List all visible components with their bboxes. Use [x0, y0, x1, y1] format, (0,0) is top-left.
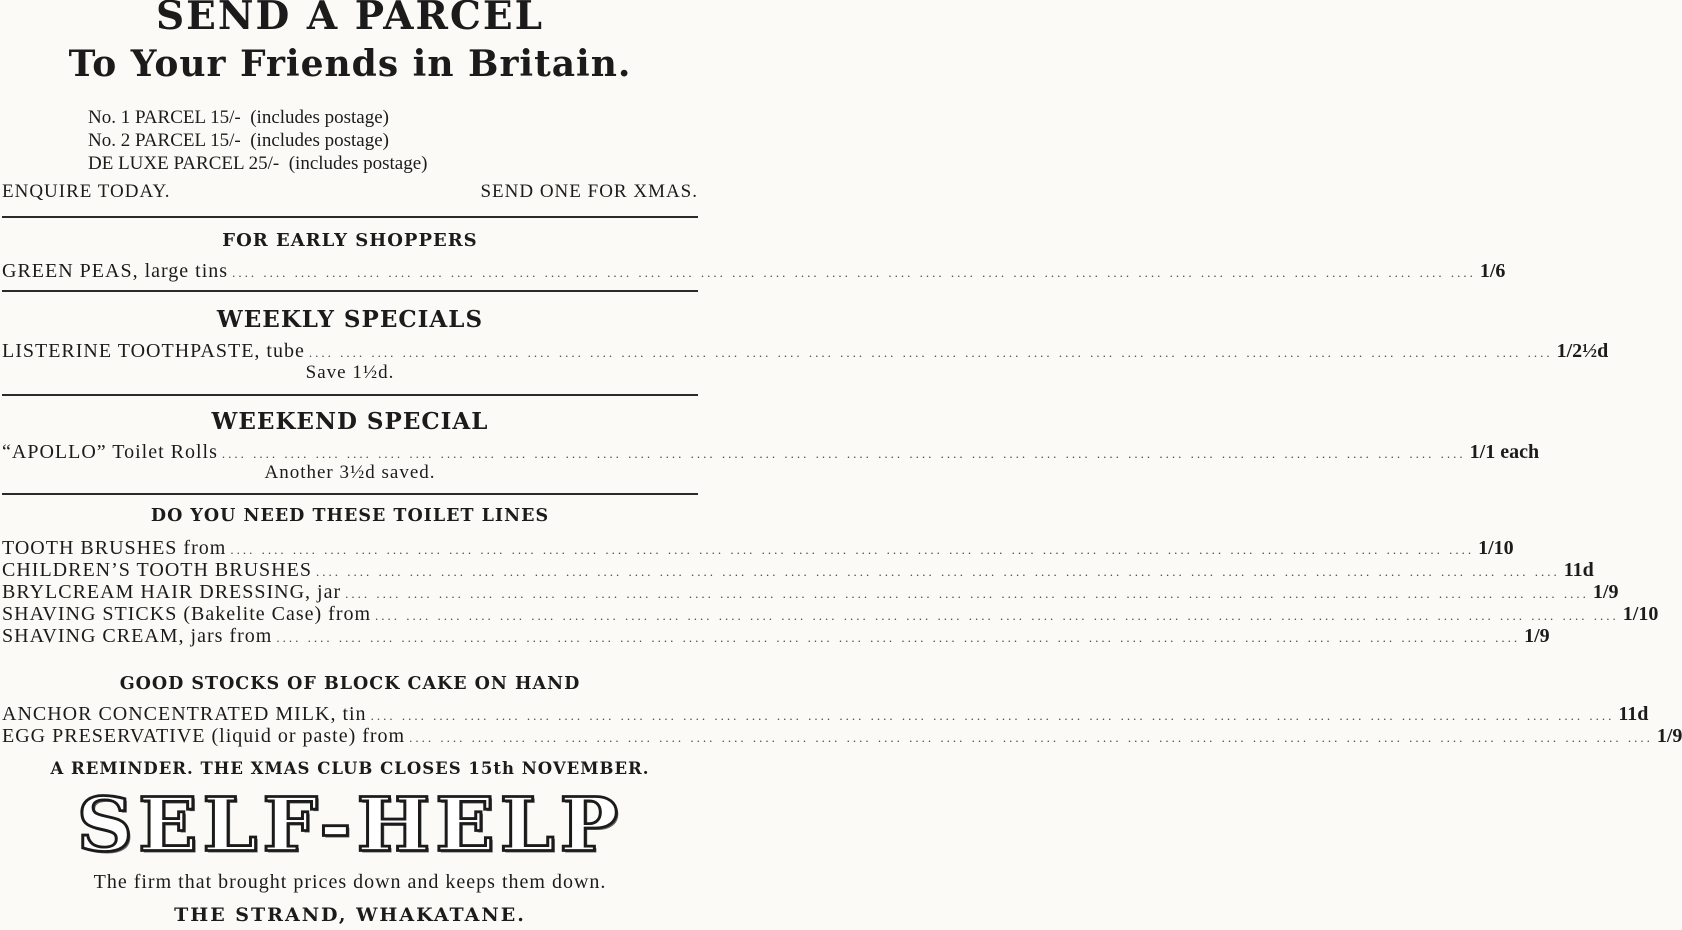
self-help-logo: SELF-HELP: [76, 782, 624, 869]
divider: [2, 394, 698, 396]
parcel-line: DE LUXE PARCEL 25/- (includes postage): [88, 153, 428, 174]
price-row: [2, 703, 1649, 727]
dot-leader: .... .... .... .... .... .... .... .... .... .... .... .... .... .... .... .... .... .... .... .... .... .... .... .... .... .... .... .... .... .... .... .... .... .... .... .... .... .... .... ....: [370, 708, 1615, 723]
send-for-xmas: SEND ONE FOR XMAS.: [480, 181, 698, 202]
price-row: [2, 340, 1609, 364]
tagline: The firm that brought prices down and keeps them down.: [93, 871, 607, 893]
item-name: SHAVING CREAM, jars from: [2, 625, 273, 647]
item-name: EGG PRESERVATIVE (liquid or paste) from: [2, 725, 406, 747]
item-price: 11d: [1563, 559, 1594, 581]
dot-leader: .... .... .... .... .... .... .... .... .... .... .... .... .... .... .... .... .... .... .... .... .... .... .... .... .... .... .... .... .... .... .... .... .... .... .... .... .... .... .... ....: [308, 345, 1553, 360]
section-heading-toilet-lines: DO YOU NEED THESE TOILET LINES: [150, 506, 550, 526]
item-price: 1/9: [1656, 725, 1682, 747]
item-price: 11d: [1618, 703, 1649, 725]
item-price: 1/6: [1479, 260, 1506, 282]
item-name: “APOLLO” Toilet Rolls: [2, 441, 218, 463]
price-row: [2, 581, 1619, 605]
item-name: TOOTH BRUSHES from: [2, 537, 227, 559]
item-name: GREEN PEAS, large tins: [2, 260, 229, 282]
item-name: ANCHOR CONCENTRATED MILK, tin: [2, 703, 367, 725]
section-heading-weekly-specials: WEEKLY SPECIALS: [216, 306, 484, 333]
dot-leader: .... .... .... .... .... .... .... .... .... .... .... .... .... .... .... .... .... .... .... .... .... .... .... .... .... .... .... .... .... .... .... .... .... .... .... .... .... .... .... ....: [375, 608, 1619, 623]
item-price: 1/9: [1592, 581, 1619, 603]
parcel-line: No. 2 PARCEL 15/- (includes postage): [88, 130, 389, 151]
dot-leader: .... .... .... .... .... .... .... .... .... .... .... .... .... .... .... .... .... .... .... .... .... .... .... .... .... .... .... .... .... .... .... .... .... .... .... .... .... .... .... ....: [315, 564, 1560, 579]
parcel-list: [88, 106, 428, 175]
dot-leader: .... .... .... .... .... .... .... .... .... .... .... .... .... .... .... .... .... .... .... .... .... .... .... .... .... .... .... .... .... .... .... .... .... .... .... .... .... .... .... ....: [221, 446, 1466, 461]
weekend-saving-note: Another 3½d saved.: [264, 462, 436, 483]
item-price: 1/2½d: [1556, 340, 1609, 362]
store-address: THE STRAND, WHAKATANE.: [174, 904, 526, 926]
price-row: [2, 559, 1594, 583]
item-name: BRYLCREAM HAIR DRESSING, jar: [2, 581, 342, 603]
price-row: [2, 725, 1682, 749]
enquire-today: ENQUIRE TODAY.: [2, 181, 171, 202]
price-row: [2, 603, 1659, 627]
divider: [2, 290, 698, 292]
item-price: 1/9: [1524, 625, 1550, 647]
dot-leader: .... .... .... .... .... .... .... .... .... .... .... .... .... .... .... .... .... .... .... .... .... .... .... .... .... .... .... .... .... .... .... .... .... .... .... .... .... .... .... ....: [409, 730, 1653, 745]
price-row: [2, 625, 1550, 649]
item-name: CHILDREN’S TOOTH BRUSHES: [2, 559, 312, 581]
item-price: 1/10: [1478, 537, 1514, 559]
dot-leader: .... .... .... .... .... .... .... .... .... .... .... .... .... .... .... .... .... .... .... .... .... .... .... .... .... .... .... .... .... .... .... .... .... .... .... .... .... .... .... ....: [230, 542, 1475, 557]
parcel-line: No. 1 PARCEL 15/- (includes postage): [88, 107, 389, 128]
xmas-club-reminder: A REMINDER. THE XMAS CLUB CLOSES 15th NOVEMBER.: [50, 759, 650, 778]
dot-leader: .... .... .... .... .... .... .... .... .... .... .... .... .... .... .... .... .... .... .... .... .... .... .... .... .... .... .... .... .... .... .... .... .... .... .... .... .... .... .... ....: [276, 630, 1521, 645]
item-name: SHAVING STICKS (Bakelite Case) from: [2, 603, 372, 625]
headline-send-parcel: SEND A PARCEL: [155, 0, 545, 39]
divider: [2, 216, 698, 218]
item-price: 1/10: [1622, 603, 1659, 625]
dot-leader: .... .... .... .... .... .... .... .... .... .... .... .... .... .... .... .... .... .... .... .... .... .... .... .... .... .... .... .... .... .... .... .... .... .... .... .... .... .... .... ....: [345, 586, 1589, 601]
price-row: [2, 260, 1506, 284]
dot-leader: .... .... .... .... .... .... .... .... .... .... .... .... .... .... .... .... .... .... .... .... .... .... .... .... .... .... .... .... .... .... .... .... .... .... .... .... .... .... .... ....: [232, 265, 1476, 280]
headline-friends-britain: To Your Friends in Britain.: [68, 43, 632, 85]
item-price: 1/1 each: [1469, 441, 1540, 463]
section-heading-early-shoppers: FOR EARLY SHOPPERS: [222, 230, 478, 251]
section-heading-block-cake: GOOD STOCKS OF BLOCK CAKE ON HAND: [119, 674, 581, 694]
price-row: [2, 537, 1514, 561]
section-heading-weekend-special: WEEKEND SPECIAL: [211, 408, 489, 435]
item-name: LISTERINE TOOTHPASTE, tube: [2, 340, 305, 362]
weekly-saving-note: Save 1½d.: [305, 362, 395, 383]
divider: [2, 493, 698, 495]
